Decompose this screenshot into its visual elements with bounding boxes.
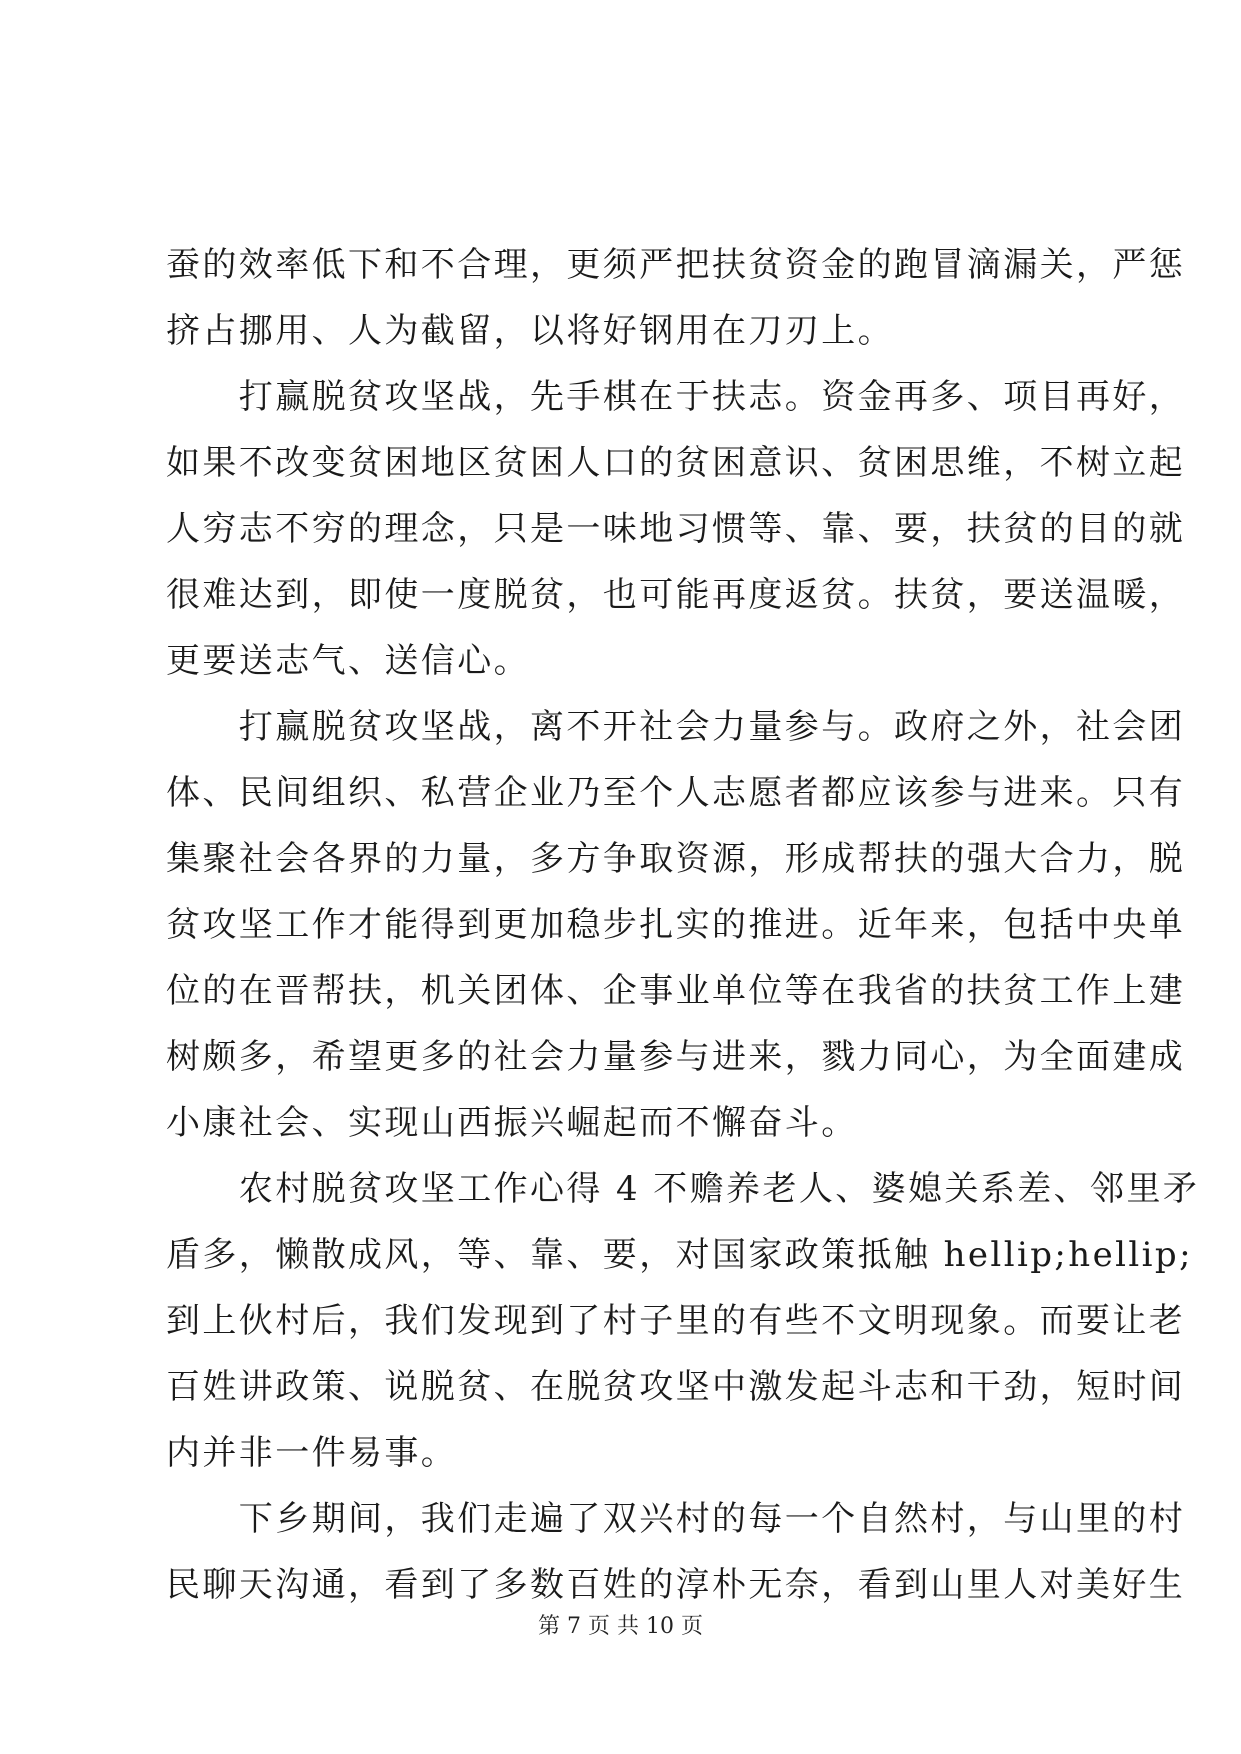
- body-text: [166, 232, 1200, 1618]
- text-line: 百姓讲政策、说脱贫、在脱贫攻坚中激发起斗志和干劲，短时间: [166, 1367, 1186, 1407]
- text-line: 内并非一件易事。: [166, 1433, 458, 1473]
- text-line: 蚕的效率低下和不合理，更须严把扶贫资金的跑冒滴漏关，严惩: [166, 245, 1186, 285]
- text-line: 集聚社会各界的力量，多方争取资源，形成帮扶的强大合力，脱: [166, 839, 1186, 879]
- text-line: 打赢脱贫攻坚战，离不开社会力量参与。政府之外，社会团: [166, 707, 1186, 747]
- text-line: 民聊天沟通，看到了多数百姓的淳朴无奈，看到山里人对美好生: [166, 1565, 1186, 1605]
- text-line: 小康社会、实现山西振兴崛起而不懈奋斗。: [166, 1103, 858, 1143]
- text-line: 到上伙村后，我们发现到了村子里的有些不文明现象。而要让老: [166, 1301, 1186, 1341]
- text-line: 很难达到，即使一度脱贫，也可能再度返贫。扶贫，要送温暖，: [166, 575, 1186, 615]
- text-line: 如果不改变贫困地区贫困人口的贫困意识、贫困思维，不树立起: [166, 443, 1186, 483]
- text-line: 打赢脱贫攻坚战，先手棋在于扶志。资金再多、项目再好，: [166, 377, 1186, 417]
- text-line: 下乡期间，我们走遍了双兴村的每一个自然村，与山里的村: [166, 1499, 1186, 1539]
- text-line: 位的在晋帮扶，机关团体、企事业单位等在我省的扶贫工作上建: [166, 971, 1186, 1011]
- text-line: 人穷志不穷的理念，只是一味地习惯等、靠、要，扶贫的目的就: [166, 509, 1186, 549]
- text-line: 农村脱贫攻坚工作心得 4 不赡养老人、婆媳关系差、邻里矛: [166, 1169, 1200, 1209]
- text-line: 更要送志气、送信心。: [166, 641, 530, 681]
- text-line: 体、民间组织、私营企业乃至个人志愿者都应该参与进来。只有: [166, 773, 1186, 813]
- page-footer: 第 7 页 共 10 页: [538, 1614, 703, 1639]
- text-line: 贫攻坚工作才能得到更加稳步扎实的推进。近年来，包括中央单: [166, 905, 1186, 945]
- text-line: 盾多，懒散成风，等、靠、要，对国家政策抵触 hellip;hellip;: [166, 1235, 1193, 1275]
- text-line: 树颇多，希望更多的社会力量参与进来，戮力同心，为全面建成: [166, 1037, 1186, 1077]
- text-line: 挤占挪用、人为截留，以将好钢用在刀刃上。: [166, 311, 894, 351]
